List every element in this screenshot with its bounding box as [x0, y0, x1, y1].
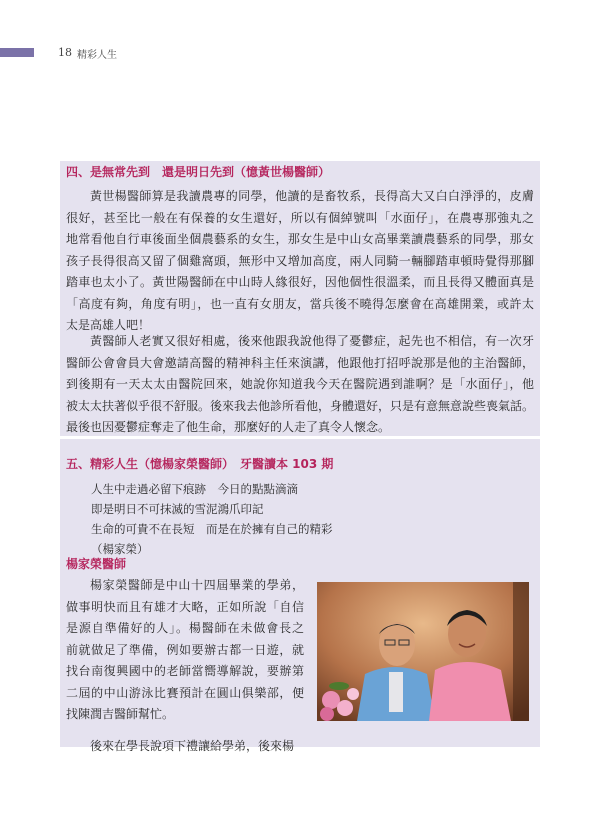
text-line: 踏車也太小了。黃世陽醫師在中山時人緣很好，因他個性很溫柔，而且長得又體面真是 [66, 275, 534, 289]
text-line: 找台南復興國中的老師當嚮導解說，要辦第 [66, 664, 304, 678]
text-line: 黃醫師人老實又很好相處，後來他跟我說他得了憂鬱症，起先也不相信，有一次牙 [90, 334, 534, 348]
poem-line: 生命的可貴不在長短 而是在於擁有自己的精彩 [91, 522, 333, 536]
poem-line: 人生中走過必留下痕跡 今日的點點滴滴 [91, 482, 298, 496]
text-line: 前就做足了準備，例如要辦古都一日遊，就 [66, 642, 304, 657]
text-line: 很好，甚至比一般在有保養的女生還好，所以有個綽號叫「水面仔」，在農專那強丸之 [66, 210, 534, 225]
text-line: 黃世楊醫師算是我讀農專的同學，他讀的是畜牧系，長得高大又白白淨淨的，皮膚 [90, 189, 534, 203]
section-title-1: 四、是無常先到 還是明日先到（憶黃世楊醫師） [66, 165, 331, 179]
poem-quote [91, 479, 333, 559]
text-line: 太是高雄人吧！ [66, 318, 151, 332]
page-number: 18 [58, 46, 72, 59]
poem-author: （楊家榮） [91, 542, 149, 556]
section-title-2: 五、精彩人生（憶楊家榮醫師） 牙醫讀本 103 期 [66, 457, 334, 471]
text-line: 做事明快而且有雄才大略，正如所說「自信 [66, 599, 304, 614]
text-line: 「高度有夠，角度有明」，也一直有女朋友，當兵後不曉得怎麼會在高雄開業，或許太 [66, 296, 534, 311]
section2-paragraph [66, 575, 304, 757]
text-line: 醫師公會會員大會邀請高醫的精神科主任來演講，他跟他打招呼說那是他的主治醫師， [66, 355, 534, 370]
text-line: 到後期有一天太太由醫院回來，她說你知道我今天在醫院遇到誰啊？是「水面仔」，他 [66, 377, 534, 391]
subheading-dr-yang: 楊家榮醫師 [66, 557, 127, 571]
text-line: 後來在學長說項下禮讓給學弟，後來楊 [90, 738, 295, 753]
section1-paragraph-1 [66, 186, 534, 337]
text-line: 二屆的中山游泳比賽預計在圓山俱樂部，便 [66, 685, 304, 700]
section1-paragraph-2 [66, 331, 534, 439]
text-line: 地常看他自行車後面坐個農藝系的女生，那女生是中山女高畢業讀農藝系的同學，那女 [66, 232, 534, 246]
text-line: 找陳潤吉醫師幫忙。 [66, 707, 175, 721]
text-line: 孩子長得很高又留了個雞窩頭，無形中又增加高度，兩人同騎一輛腳踏車頓時覺得那腳 [66, 253, 534, 268]
poem-line: 即是明日不可抹滅的雪泥鴻爪印記 [91, 502, 264, 516]
photo-two-men [317, 582, 529, 721]
page-tab-marker [0, 48, 34, 57]
text-line: 被太太扶著似乎很不舒服。後來我去他診所看他，身體還好，只是有意無意說些喪氣話。 [66, 398, 535, 413]
text-line: 最後也因憂鬱症奪走了他生命，那麼好的人走了真令人懷念。 [66, 420, 391, 434]
spacer [66, 726, 304, 736]
text-line: 是源自準備好的人」。楊醫師在未做會長之 [66, 621, 304, 635]
running-header-title: 精彩人生 [77, 50, 117, 61]
text-line: 楊家榮醫師是中山十四屆畢業的學弟， [90, 578, 304, 592]
